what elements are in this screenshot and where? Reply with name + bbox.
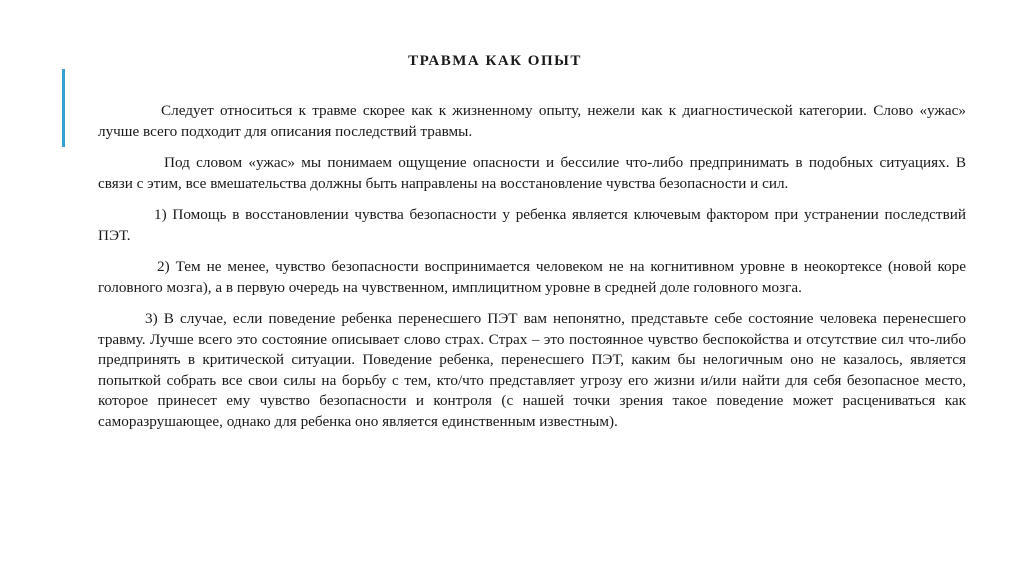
accent-bar (62, 69, 65, 147)
paragraph-3: 1) Помощь в восстановлении чувства безопасности у ребенка является ключевым фактором при устранении последствий ПЭТ. (98, 206, 966, 244)
paragraph-4: 2) Тем не менее, чувство безопасности воспринимается человеком не на когнитивном уровне в неокортексе (новой коре головного мозга), а в первую очередь на чувственном, имплицитном уровне в средней доле головного мозга. (98, 258, 966, 296)
slide-title: ТРАВМА КАК ОПЫТ (408, 53, 582, 69)
paragraph-1: Следует относиться к травме скорее как к жизненному опыту, нежели как к диагностической категории. Слово «ужас» лучше всего подходит для описания последствий травмы. (98, 102, 966, 140)
slide-body (98, 101, 966, 432)
paragraph-5: 3) В случае, если поведение ребенка перенесшего ПЭТ вам непонятно, представьте себе состояние человека перенесшего травму. Лучше всего это состояние описывает слово страх. Страх – это постоянное чувство беспокойства и отсутствие сил что-либо предпринять в критической ситуации. Поведение ребенка, перенесшего ПЭТ, каким бы нелогичным оно не казалось, является попыткой собрать все свои силы на борьбу с тем, кто/что представляет угрозу его жизни и/или найти для себя безопасное место, которое принесет ему чувство безопасности и контроля (с нашей точки зрения такое поведение может расцениваться как саморазрушающее, однако для ребенка оно является единственным известным). (98, 310, 966, 430)
paragraph-2: Под словом «ужас» мы понимаем ощущение опасности и бессилие что-либо предпринимать в подобных ситуациях. В связи с этим, все вмешательства должны быть направлены на восстановление чувства безопасности и сил. (98, 154, 966, 192)
